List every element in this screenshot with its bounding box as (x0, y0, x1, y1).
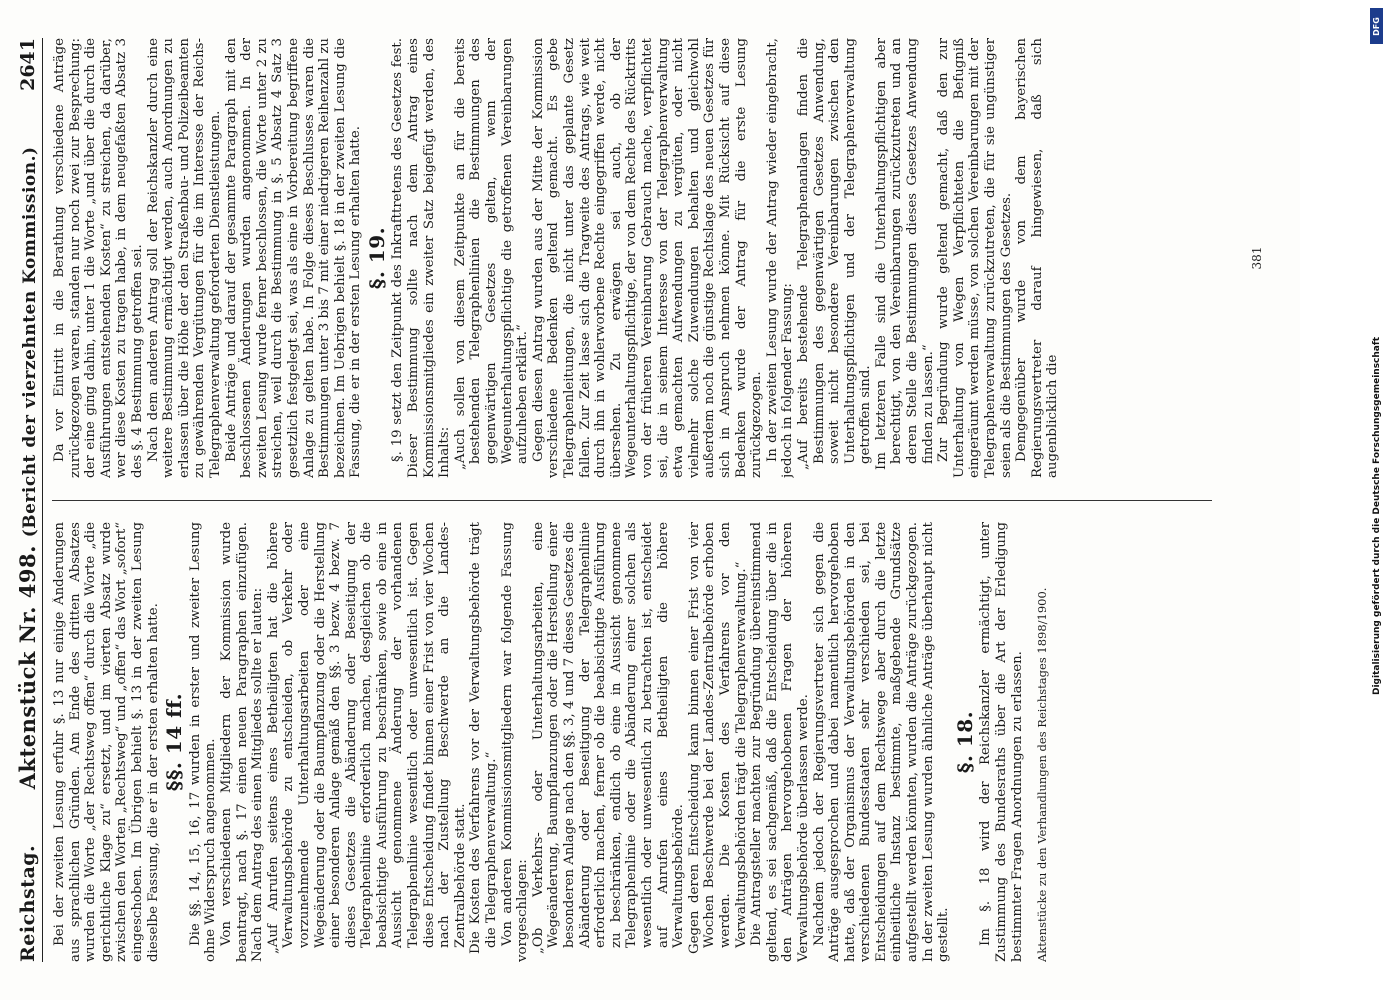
paragraph: Bei der zweiten Lesung erfuhr §. 13 nur einige Änderungen aus sprachlichen Gründen. Am Ende des dritten Absatzes wurden die Worte „der Rechtsweg offen“ durch die Worte „die gerichtliche Klage zu“ ersetzt, und im vierten Absatz wurde zwischen den Worten „Rechtsweg“ und „offen“ das Wort „sofort“ eingeschoben. Im Übrigen behielt §. 13 in der zweiten Lesung dieselbe Fassung, die er in der ersten erhalten hatte. (52, 522, 161, 962)
paragraph: Von verschiedenen Mitgliedern der Kommission wurde beantragt, nach §. 17 einen neuen Paragraphen einzufügen. Nach dem Antrag des einen Mitgliedes sollte er lauten: (218, 522, 266, 962)
quoted-proposal: „Auf bereits bestehende Telegraphenanlagen finden die Bestimmungen des gegenwärtigen Gesetzes Anwendung, soweit nicht besondere Vereinbarungen zwischen den Unterhaltungspflichtigen und der Telegraphenverwaltung getroffen sind. (795, 38, 874, 470)
paragraph: Gegen diesen Antrag wurden aus der Mitte der Kommission verschiedene Bedenken geltend gemacht. Es gebe Telegraphenleitungen, die nicht unter das geplante Gesetz fallen. Zur Zeit lasse sich die Tragweite des Antrags, wie weit durch ihn in wohlerworbene Rechte eingegriffen werde, nicht übersehen. Zu erwägen sei auch, ob der Wegeunterhaltungspflichtige, der von dem Rechte des Rücktritts von der früheren Vereinbarung Gebrauch mache, verpflichtet sei, die in seinem Interesse von der Telegraphenverwaltung etwa gemachten Aufwendungen zu vergüten, oder nicht vielmehr solche Zuwendungen behalten und gleichwohl außerdem noch die günstige Rechtslage des neuen Gesetzes für sich in Anspruch nehmen könne. Mit Rücksicht auf diese Bedenken wurde der Antrag für die erste Lesung zurückgezogen. (530, 38, 765, 478)
left-column (52, 522, 1242, 962)
digitization-note (1372, 336, 1382, 705)
section-heading: §. 18. (952, 710, 977, 774)
section-heading: §. 19. (364, 226, 389, 290)
paragraph: Nach dem anderen Antrag soll der Reichskanzler durch eine weitere Bestimmung ermächtigt werden, auch Anordnungen zu erlassen über die Höhe der den Straßenbau- und Polizeibeamten zu gewährenden Vergütungen für die im Interesse der Reichs-Telegraphenverwaltung geforderten Dienstleistungen. (145, 38, 223, 478)
section-heading: §§. 14 ff. (162, 692, 187, 792)
dfg-logo (1370, 8, 1383, 44)
header-page-number: 2641 (17, 38, 39, 91)
right-column (52, 38, 1242, 478)
paragraph: §. 19 setzt den Zeitpunkt des Inkrafttretens des Gesetzes fest. Dieser Bestimmung sollte nach dem Antrag eines Kommissionsmitgliedes ein zweiter Satz beigefügt werden, des Inhalts: (390, 38, 453, 478)
quoted-proposal: Die Kosten des Verfahrens vor der Verwaltungsbehörde trägt die Telegraphenverwaltung.“ (468, 522, 500, 954)
quoted-proposal: „Ob Verkehrs- oder Unterhaltungsarbeiten, eine Wegeänderung, Baumpflanzungen oder die Herstellung einer besonderen Anlage nach den §§. 3, 4 und 7 dieses Gesetzes die Abänderung oder Beseitigung der Telegraphenlinie erforderlich machen, ferner ob die beabsichtigte Ausführung zu beschränken, endlich ob eine in Aussicht genommene Telegraphenlinie oder die Abänderung einer solchen als wesentlich oder unwesentlich zu betrachten ist, entscheidet auf Anrufen eines Betheiligten die höhere Verwaltungsbehörde. (530, 522, 687, 954)
column-divider (52, 500, 1212, 501)
header-left: Reichstag. (17, 844, 39, 962)
paragraph: Zur Begründung wurde geltend gemacht, daß den zur Unterhaltung von Wegen Verpflichteten die Befugniß eingeräumt werden müsse, von solchen Vereinbarungen mit der Telegraphenverwaltung zurückzutreten, die für sie ungünstiger seien als die Bestimmungen des Gesetzes. (936, 38, 1014, 478)
paragraph: Von anderen Kommissionsmitgliedern war folgende Fassung vorgeschlagen: (499, 522, 531, 962)
paragraph: Nachdem jedoch der Regierungsvertreter sich gegen die Anträge ausgesprochen und dabei namentlich hervorgehoben hatte, daß der Organismus der Verwaltungsbehörden in den verschiedenen Bundesstaaten sehr verschieden sei, bei Entscheidungen auf dem Rechtswege aber durch die letzte einheitliche Instanz bestimmte, maßgebende Grundsätze aufgestellt werden könnten, wurden die Anträge zurückgezogen. In der zweiten Lesung wurden ähnliche Anträge überhaupt nicht gestellt. (811, 522, 952, 962)
paragraph: Die §§. 14, 15, 16, 17 wurden in erster und zweiter Lesung ohne Widerspruch angenommen. (187, 522, 219, 962)
header-center (15, 146, 42, 789)
paragraph: Demgegenüber wurde von dem bayerischen Regierungsvertreter darauf hingewiesen, daß sich augenblicklich die (1014, 38, 1061, 478)
paragraph: Die Antragsteller machten zur Begründung übereinstimmend geltend, es sei sachgemäß, daß die Entscheidung über die in den Anträgen hervorgehobenen Fragen der höheren Verwaltungsbehörde überlassen werde. (749, 522, 811, 962)
quoted-proposal: Im letzteren Falle sind die Unterhaltungspflichtigen aber berechtigt, von den Vereinbarungen zurückzutreten und an deren Stelle die Bestimmungen dieses Gesetzes Anwendung finden zu lassen.“ (873, 38, 936, 470)
digitization-note-text: Digitalisierung gefördert durch die Deutsche Forschungsgemeinschaft (1372, 336, 1382, 695)
paragraph: In der zweiten Lesung wurde der Antrag wieder eingebracht, jedoch in folgender Fassung: (764, 38, 796, 478)
quoted-proposal: Gegen deren Entscheidung kann binnen einer Frist von vier Wochen Beschwerde bei der Landes-Zentralbehörde erhoben werden. Die Kosten des Verfahrens vor den Verwaltungsbehörden trägt die Telegraphenverwaltung.“ (686, 522, 749, 954)
dfg-logo-text: DFG (1372, 16, 1382, 36)
header-document-number: Aktenstück Nr. 498. (15, 545, 40, 790)
quoted-proposal: „Auf Anrufen seitens eines Betheiligten hat die höhere Verwaltungsbehörde zu entscheiden, ob Verkehr oder vorzunehmende Unterhaltungsarbeiten oder eine Wegeänderung oder die Baumpflanzung oder die Herstellung einer besonderen Anlage gemäß den §§. 3 bezw. 4 bezw. 7 dieses Gesetzes die Abänderung oder Beseitigung der Telegraphenlinie erforderlich machen, desgleichen ob die beabsichtigte Ausführung zu beschränken, sowie ob eine in Aussicht genommene Änderung der vorhandenen Telegraphenlinie wesentlich oder unwesentlich ist. Gegen diese Entscheidung findet binnen einer Frist von vier Wochen nach der Zustellung Beschwerde an die Landes-Zentralbehörde statt. (265, 522, 468, 954)
paragraph: Da vor Eintritt in die Berathung verschiedene Anträge zurückgezogen waren, standen nur noch zwei zur Besprechung: der eine ging dahin, unter 1 die Worte „und über die durch die Ausführungen entstehenden Kosten“ zu streichen, da darüber, wer diese Kosten zu tragen habe, in dem neugefaßten Absatz 3 des §. 4 Bestimmung getroffen sei. (52, 38, 145, 478)
header-report-title: (Bericht der vierzehnten Kommission.) (20, 146, 40, 538)
footnote: Aktenstücke zu den Verhandlungen des Reichstages 1898/1900. (1035, 587, 1050, 962)
paragraph: Im §. 18 wird der Reichskanzler ermächtigt, unter Zustimmung des Bundesraths über die Art der Erledigung bestimmter Fragen Anordnungen zu erlassen. (978, 522, 1025, 962)
page-header (8, 38, 43, 962)
quoted-proposal: „Auch sollen von diesem Zeitpunkte an für die bereits bestehenden Telegraphenlinien die Bestimmungen des gegenwärtigen Gesetzes gelten, wenn der Wegeunterhaltungspflichtige die getroffenen Vereinbarungen aufzuheben erklärt.“ (452, 38, 531, 470)
folio-number: 381 (1250, 246, 1264, 270)
paragraph: Beide Anträge und darauf der gesammte Paragraph mit den beschlossenen Änderungen wurden angenommen. In der zweiten Lesung wurde ferner beschlossen, die Worte unter 2 zu streichen, weil durch die Bestimmung in §. 5 Absatz 4 Satz 3 gesetzlich festgelegt sei, was als eine in Vorbereitung begriffene Anlage zu gelten habe. In Folge dieses Beschlusses waren die Bestimmungen unter 3 bis 7 mit einer niedrigeren Reihenzahl zu bezeichnen. Im Uebrigen behielt §. 18 in der zweiten Lesung die Fassung, die er in der ersten Lesung erhalten hatte. (223, 38, 364, 478)
page-content (8, 38, 1293, 962)
